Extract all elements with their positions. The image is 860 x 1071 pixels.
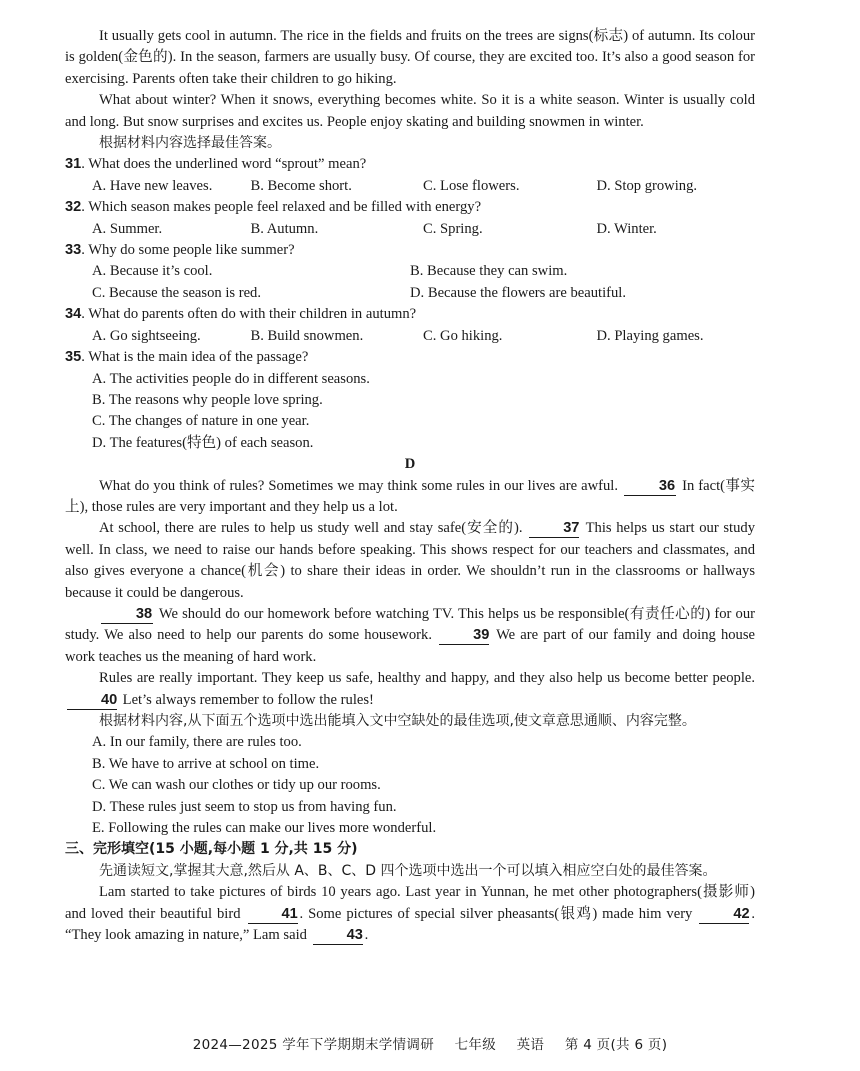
footer-subject: 英语 bbox=[516, 1037, 545, 1053]
paragraph-text: We are part of our family and doing house work teaches us the meaning of hard work. bbox=[65, 627, 756, 665]
cloze-paragraph-1 bbox=[65, 882, 755, 946]
footer-term: 2024—2025 学年下学期期末学情调研 bbox=[192, 1037, 435, 1053]
question-34-options bbox=[65, 326, 755, 347]
option-d[interactable]: D. Playing games. bbox=[596, 327, 704, 344]
section-d-paragraph-1 bbox=[65, 476, 755, 519]
question-stem: . Which season makes people feel relaxed and be filled with energy? bbox=[81, 199, 482, 216]
section-d-option-a[interactable]: A. In our family, there are rules too. bbox=[92, 734, 302, 751]
paragraph-text: . Some pictures of special silver pheasants(银鸡) made him very bbox=[299, 905, 693, 922]
footer-page-number: 第 4 页(共 6 页) bbox=[564, 1037, 668, 1053]
section-3-instruction: 先通读短文,掌握其大意,然后从 A、B、C、D 四个选项中选出一个可以填入相应空白处的最佳答案。 bbox=[99, 862, 717, 879]
question-31-options bbox=[65, 176, 755, 197]
section-d-paragraph-3 bbox=[65, 604, 755, 668]
paragraph-text: Let’s always remember to follow the rules! bbox=[122, 691, 374, 708]
question-35 bbox=[65, 347, 755, 368]
paragraph-text: Lam started to take pictures of birds 10 years ago. Last year in Yunnan, he met other photographers(摄影师) and loved their beautiful bird bbox=[65, 884, 755, 922]
paragraph-text: This helps us start our study well. In class, we need to raise our hands before speaking. This shows respect for our teachers and classmates, and also gives everyone a chance(机会) to share their ideas in order. We shouldn’t run in the classrooms or hallways because it could be dangerous. bbox=[65, 520, 755, 601]
question-32-options bbox=[65, 219, 755, 240]
option-a[interactable]: A. Have new leaves. bbox=[92, 177, 213, 194]
question-stem: . Why do some people like summer? bbox=[81, 242, 295, 259]
question-31 bbox=[65, 154, 755, 175]
option-d[interactable]: D. The features(特色) of each season. bbox=[92, 434, 314, 451]
paragraph-text: . “They look amazing in nature,” Lam said bbox=[65, 905, 755, 944]
option-c[interactable]: C. The changes of nature in one year. bbox=[92, 413, 310, 430]
option-a[interactable]: A. Summer. bbox=[92, 220, 163, 237]
paragraph-text: In fact(事实上), those rules are very important and they help us a lot. bbox=[65, 477, 755, 515]
option-c[interactable]: C. Spring. bbox=[423, 220, 483, 237]
question-number: 33 bbox=[65, 242, 82, 259]
page-content bbox=[65, 26, 755, 946]
paragraph-text: We should do our homework before watching TV. This helps us be responsible(有责任心的) for our study. We also need to help our parents do some housework. bbox=[65, 605, 755, 644]
footer-grade: 七年级 bbox=[454, 1037, 497, 1053]
section-d-option-e[interactable]: E. Following the rules can make our lives more wonderful. bbox=[92, 820, 437, 837]
blank-37[interactable]: 37 bbox=[529, 520, 579, 538]
blank-39[interactable]: 39 bbox=[439, 627, 489, 645]
instruction-c: 根据材料内容选择最佳答案。 bbox=[99, 135, 281, 152]
page-footer bbox=[0, 1035, 860, 1056]
option-c[interactable]: C. Lose flowers. bbox=[423, 177, 520, 194]
blank-41[interactable]: 41 bbox=[248, 906, 298, 924]
option-a[interactable]: A. The activities people do in different seasons. bbox=[92, 370, 370, 387]
question-number: 34 bbox=[65, 306, 82, 323]
section-d-option-c[interactable]: C. We can wash our clothes or tidy up our rooms. bbox=[92, 777, 381, 794]
blank-38[interactable]: 38 bbox=[101, 606, 153, 624]
blank-43[interactable]: 43 bbox=[313, 927, 363, 945]
option-b[interactable]: B. Because they can swim. bbox=[410, 263, 568, 280]
option-c[interactable]: C. Go hiking. bbox=[423, 327, 503, 344]
section-d-option-b[interactable]: B. We have to arrive at school on time. bbox=[92, 755, 320, 772]
option-b[interactable]: B. Autumn. bbox=[250, 220, 319, 237]
question-stem: . What is the main idea of the passage? bbox=[81, 349, 309, 366]
blank-40[interactable]: 40 bbox=[67, 692, 117, 710]
option-b[interactable]: B. The reasons why people love spring. bbox=[92, 391, 323, 408]
paragraph-text: At school, there are rules to help us study well and stay safe(安全的). bbox=[99, 520, 523, 537]
option-d[interactable]: D. Winter. bbox=[596, 220, 657, 237]
paragraph-text: Rules are really important. They keep us safe, healthy and happy, and they also help us become better people. bbox=[99, 670, 755, 687]
question-number: 35 bbox=[65, 349, 82, 366]
paragraph-text: . bbox=[364, 927, 369, 944]
section-d-instruction: 根据材料内容,从下面五个选项中选出能填入文中空缺处的最佳选项,使文章意思通顺、内容完整。 bbox=[99, 713, 696, 729]
question-number: 31 bbox=[65, 156, 82, 173]
question-stem: . What do parents often do with their children in autumn? bbox=[81, 306, 417, 323]
section-d-paragraph-2 bbox=[65, 518, 755, 604]
blank-36[interactable]: 36 bbox=[624, 478, 676, 496]
question-33-options-row-1 bbox=[65, 261, 755, 282]
option-a[interactable]: A. Because it’s cool. bbox=[92, 263, 213, 280]
question-33-options-row-2 bbox=[65, 283, 755, 304]
option-a[interactable]: A. Go sightseeing. bbox=[92, 327, 201, 344]
option-d[interactable]: D. Stop growing. bbox=[596, 177, 698, 194]
section-d-paragraph-4 bbox=[65, 668, 755, 711]
option-b[interactable]: B. Build snowmen. bbox=[250, 327, 364, 344]
question-32 bbox=[65, 197, 755, 218]
passage-c-paragraph-winter: What about winter? When it snows, everything becomes white. So it is a white season. Winter is usually cold and long. But snow surprises and excites us. People enjoy skating and building snowmen in winter. bbox=[65, 92, 755, 130]
question-number: 32 bbox=[65, 199, 82, 216]
option-c[interactable]: C. Because the season is red. bbox=[92, 284, 261, 301]
question-stem: . What does the underlined word “sprout” mean? bbox=[81, 156, 367, 173]
section-d-title: D bbox=[404, 456, 416, 473]
section-3-heading: 三、完形填空(15 小题,每小题 1 分,共 15 分) bbox=[65, 841, 358, 858]
question-34 bbox=[65, 304, 755, 325]
paragraph-text: What do you think of rules? Sometimes we may think some rules in our lives are awful. bbox=[99, 477, 618, 494]
option-d[interactable]: D. Because the flowers are beautiful. bbox=[410, 284, 626, 301]
passage-c-paragraph-autumn: It usually gets cool in autumn. The rice in the fields and fruits on the trees are signs(标志) of autumn. Its colour is golden(金色的). In the season, farmers are usually busy. Of course, they are excited too. It’s also a good season for exercising. Parents often take their children to go hiking. bbox=[65, 28, 755, 87]
question-33 bbox=[65, 240, 755, 261]
blank-42[interactable]: 42 bbox=[699, 906, 749, 924]
option-b[interactable]: B. Become short. bbox=[250, 177, 352, 194]
section-d-option-d[interactable]: D. These rules just seem to stop us from having fun. bbox=[92, 798, 397, 815]
